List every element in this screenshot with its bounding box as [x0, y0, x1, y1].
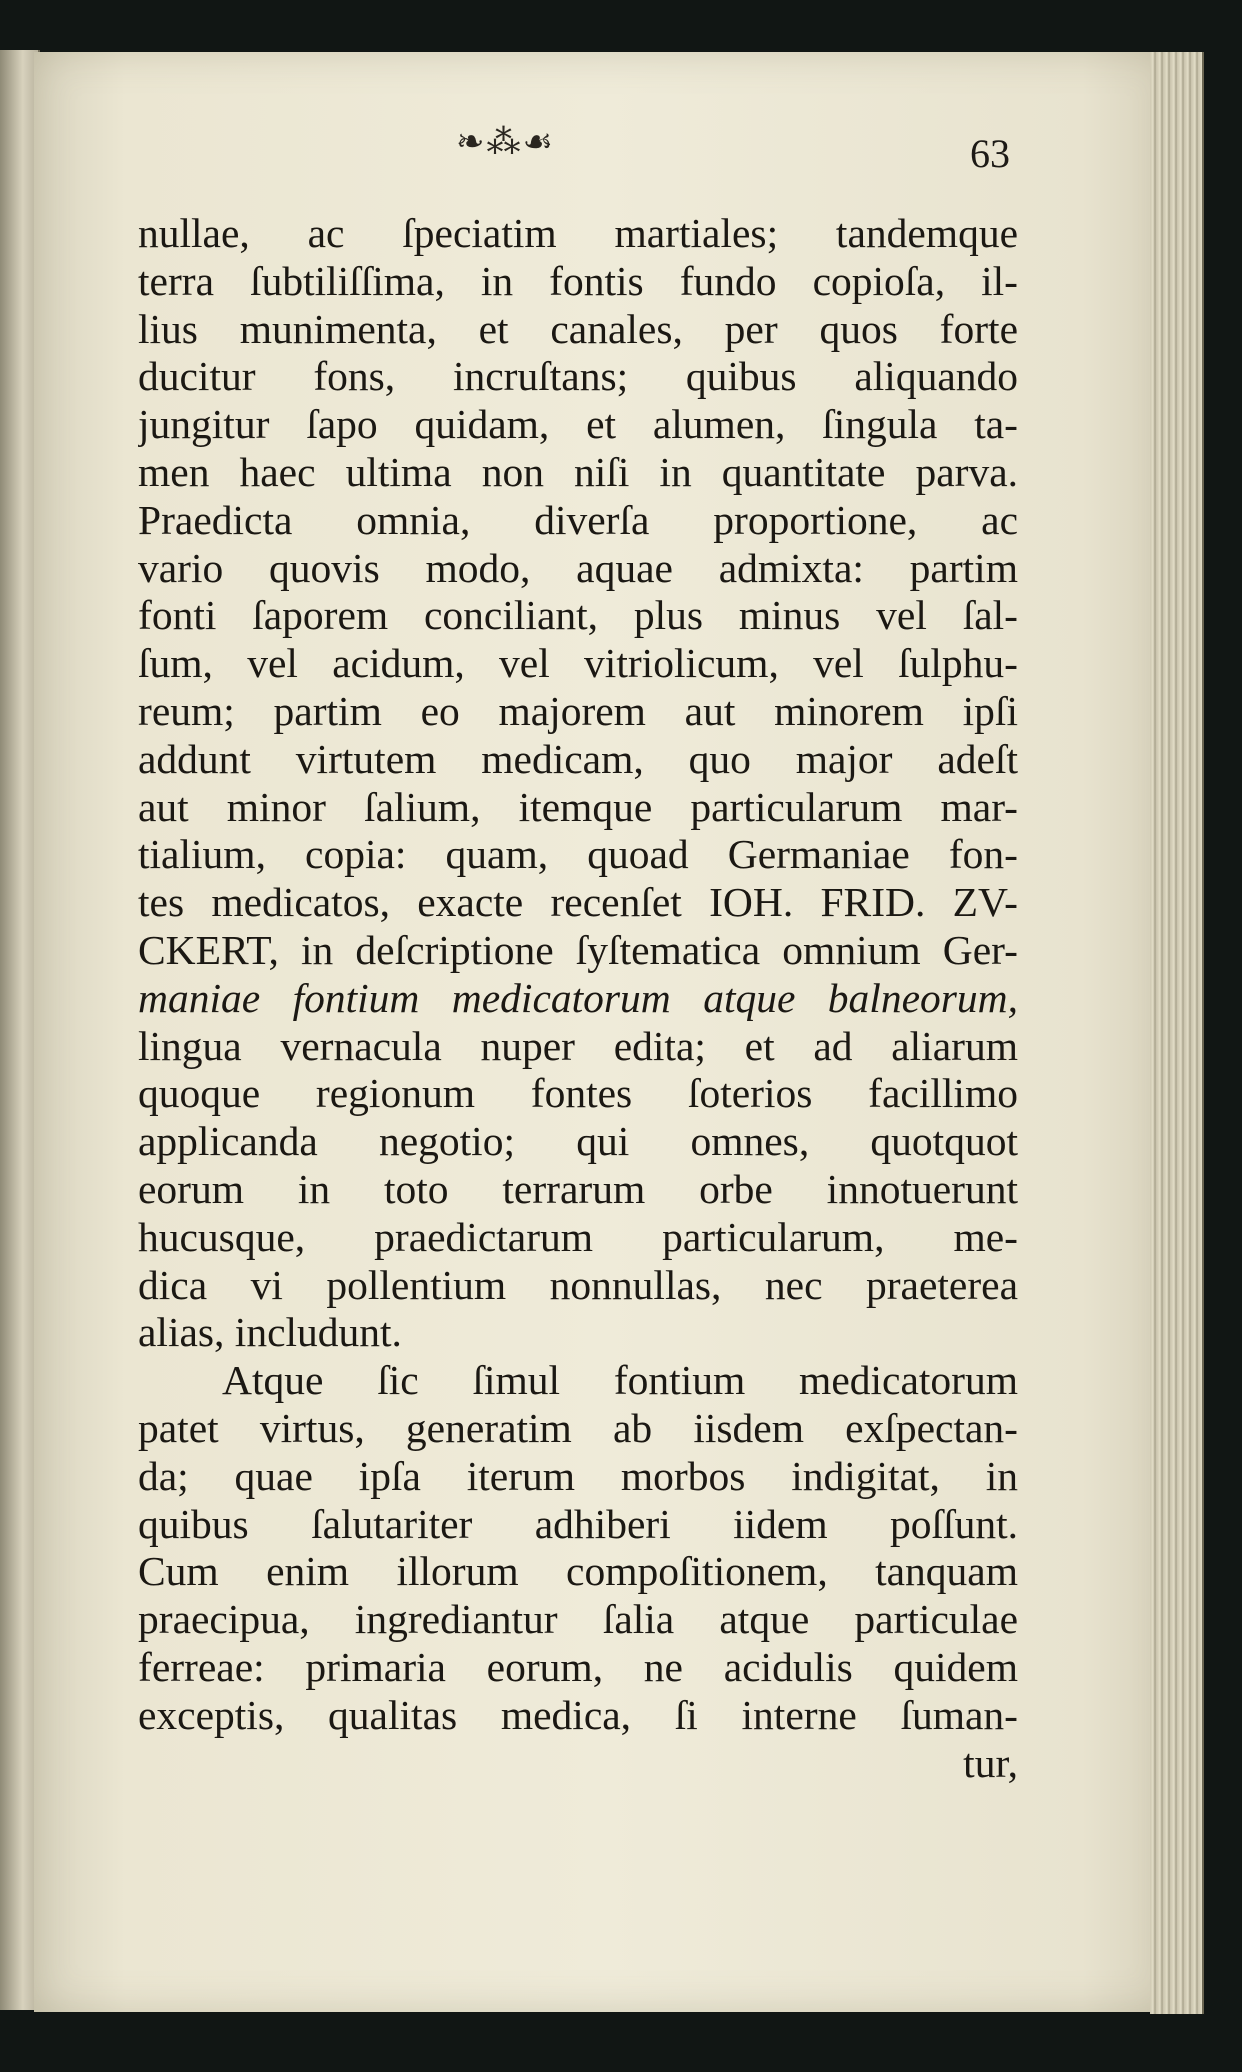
text-line: quoque regionum fontes ſoterios facillimo [138, 1070, 1018, 1117]
text-line: eorum in toto terrarum orbe innotuerunt [138, 1165, 1018, 1212]
text-line: Atque ſic ſimul fontium medicatorum [222, 1357, 1018, 1404]
text-line: fonti ſaporem conciliant, plus minus vel ſal- [138, 592, 1018, 639]
text-line: da; quae ipſa iterum morbos indigitat, in [138, 1452, 1018, 1499]
text-line: vario quovis modo, aquae admixta: partim [138, 544, 1018, 591]
page-number: 63 [970, 131, 1010, 176]
text-line: reum; partim eo majorem aut minorem ipſi [138, 687, 1018, 734]
text-line: patet virtus, generatim ab iisdem exſpectan- [138, 1404, 1018, 1451]
text-line: lius munimenta, et canales, per quos forte [138, 305, 1018, 352]
body-text [138, 210, 1018, 1787]
text-line: praecipua, ingrediantur ſalia atque particulae [138, 1596, 1018, 1643]
text-line: Praedicta omnia, diverſa proportione, ac [138, 496, 1018, 543]
text-line: Cum enim illorum compoſitionem, tanquam [138, 1548, 1018, 1595]
text-line: men haec ultima non niſi in quantitate parva. [138, 448, 1018, 495]
text-line: ducitur fons, incruſtans; quibus aliquando [138, 353, 1018, 400]
text-line: aut minor ſalium, itemque particularum mar- [138, 783, 1018, 830]
text-line: exceptis, qualitas medica, ſi interne ſuman- [138, 1691, 1018, 1738]
text-line: ferreae: primaria eorum, ne acidulis quidem [138, 1643, 1018, 1690]
catchword: tur, [963, 1739, 1018, 1786]
text-line: quibus ſalutariter adhiberi iidem poſſunt. [138, 1500, 1018, 1547]
text-line: maniae fontium medicatorum atque balneorum, [138, 974, 1018, 1021]
text-line: tes medicatos, exacte recenſet IOH. FRID. ZV- [138, 879, 1018, 926]
text-line: lingua vernacula nuper edita; et ad aliarum [138, 1022, 1018, 1069]
page-stack-edge [1150, 52, 1204, 2014]
text-line: tialium, copia: quam, quoad Germaniae fon- [138, 831, 1018, 878]
text-line: applicanda negotio; qui omnes, quotquot [138, 1118, 1018, 1165]
text-line: alias, includunt. [138, 1309, 402, 1356]
text-line: jungitur ſapo quidam, et alumen, ſingula ta- [138, 401, 1018, 448]
text-line: nullae, ac ſpeciatim martiales; tandemque [138, 210, 1018, 256]
text-line: hucusque, praedictarum particularum, me- [138, 1213, 1018, 1260]
text-line: ſum, vel acidum, vel vitriolicum, vel ſulphu- [138, 640, 1018, 687]
text-line: addunt virtutem medicam, quo major adeſt [138, 735, 1018, 782]
text-line: dica vi pollentium nonnullas, nec praeterea [138, 1261, 1018, 1308]
text-line: CKERT, in deſcriptione ſyſtematica omnium Ger- [138, 926, 1018, 973]
header-ornament: ❧⁂☙ [456, 124, 555, 161]
text-line: terra ſubtiliſſima, in fontis fundo copioſa, il- [138, 257, 1018, 304]
